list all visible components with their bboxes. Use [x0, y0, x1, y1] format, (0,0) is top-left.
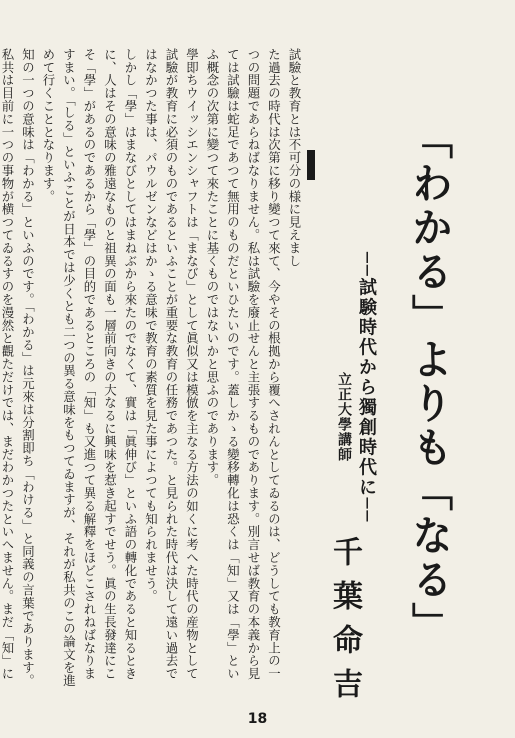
page-number: 18: [247, 711, 268, 727]
article-body: [0, 48, 304, 688]
body-paragraph: 試驗と教育とは不可分の様に見えまし: [287, 48, 302, 268]
section-marker-bar: [307, 150, 315, 180]
author-name: 千葉命吉: [327, 536, 362, 712]
body-paragraph: た過去の時代は次第に移り變つて來て、今やその根拠から覆へされんとしてゐるのは、どうしても教育上の一つの問題であらねばなりません。私は試驗を廢止せんと主張するものであります。別言せば教育の本義から見ては試驗は蛇足であつて無用のものだといひたいのです。蓋しかゝる變移轉化は恐くは「知」又は「學」といふ概念の次第に變つて來たことに基くものではないかと思ふのであります。: [205, 48, 282, 681]
article-title: 「わかる」よりも「なる」: [405, 118, 453, 646]
author-affiliation: 立正大學講師: [336, 372, 352, 462]
article-subtitle: ──試験時代から獨創時代に──: [356, 252, 377, 524]
body-paragraph: 學即ちウイッシエンシャフトは「まなび」として眞似又は模倣を主なる方法の如くに考へた時代の産物として試驗が教育に必須のものであるといふことが重要な教育の任務であつた。と見られた時代は決して遠い過去ではなかつた事は、パウルゼンなどはかゝる意味で教育の素質を見た事によつても知られませう。: [143, 48, 200, 681]
body-paragraph: 知の一つの意味は「わかる」といふのです。「わかる」は元來は分割即ち「わける」と同義の言葉であります。私共は目前に一つの事物が横つてゐるすのを漫然と觀ただけでは、まだわかつたといへません。まだ「知」に: [0, 48, 36, 687]
body-paragraph: しかし「學」はまなびとしてはまねぶから來たのでなくて、實は「眞伸び」といふ語の轉化であると知るときに、人はその意味の雅遠なものと祖異の面も一層前向きの大なるに興味を惹き起すでせう。眞の生長發達にこそ「學」があるのであるから「學」の目的であるところの「知」も又進つて異る解釋をほどこされねばなりますまい。「しる」といふことが日本では少くとも二つの異る意味をもつてゐますが、それが私共のこの論文を進めて行くこととなります。: [41, 48, 138, 687]
